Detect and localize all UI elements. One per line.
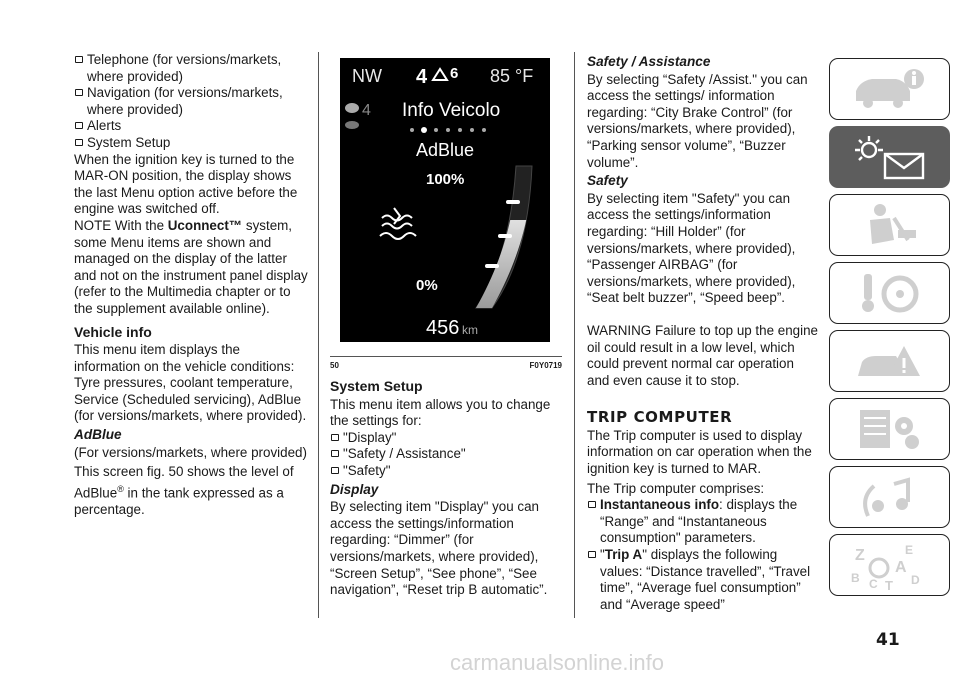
bullet-square-icon <box>331 434 339 441</box>
list-item: System Setup <box>74 135 308 152</box>
bullet-square-icon <box>588 501 596 508</box>
alphabetical-index-icon <box>845 538 935 592</box>
heading-safety-assistance: Safety / Assistance <box>587 54 711 69</box>
list-item: "Safety / Assistance" <box>330 446 562 463</box>
paragraph-safety: By selecting item "Safety" you can access the settings/information regarding: “Hill Holder” (for versions/markets, where provided), “Passenger AIRBAG” (for versions/markets, where provided), “Seat belt buzzer”, “Speed beep”. <box>587 190 796 306</box>
bullet-square-icon <box>75 122 83 129</box>
list-item: Navigation (for versions/markets, where provided) <box>74 85 308 118</box>
figure-rule <box>330 356 562 357</box>
temperature-text: 85 °F <box>490 66 534 86</box>
key-steering-wheel-icon <box>850 268 930 318</box>
paragraph-trip-2: The Trip computer comprises: <box>587 480 765 496</box>
gauge-fill <box>476 220 526 308</box>
paragraph-vehicle-info: This menu item displays the information on the vehicle conditions: Tyre pressures, coolant temperature, Service (Scheduled servicing), AdBlue (for versions/markets, where provided). <box>74 342 307 424</box>
paragraph-system-setup: This menu item allows you to change the settings for: <box>330 396 551 429</box>
maintenance-list-icon <box>850 404 930 454</box>
menu-up-icon <box>345 103 359 113</box>
multimedia-icon <box>850 472 930 522</box>
car-info-icon <box>850 67 930 111</box>
paragraph-warning: WARNING Failure to top up the engine oil could result in a low level, which could prevent normal car operation and even cause it to stop. <box>587 322 818 388</box>
list-item: Instantaneous info: displays the “Range” and “Instantaneous consumption" parameters. <box>587 497 819 547</box>
instrument-display <box>340 58 550 342</box>
list-item: "Display" <box>330 430 562 447</box>
column-left <box>74 52 308 519</box>
next-gear-text: 6 <box>450 65 459 82</box>
paragraph-trip-1: The Trip computer is used to display information on car operation when the ignition key is turned to MAR. <box>587 427 812 477</box>
paragraph-adblue-availability: (For versions/markets, where provided) <box>74 444 307 460</box>
upshift-arrow-icon <box>433 69 447 80</box>
compass-text: NW <box>352 66 382 86</box>
gear-text: 4 <box>416 66 428 88</box>
column-right <box>587 54 819 613</box>
warning-light-message-icon <box>845 132 935 182</box>
page-number: 41 <box>876 630 900 650</box>
column-divider <box>574 52 575 618</box>
heading-system-setup: System Setup <box>330 378 423 394</box>
list-item: Telephone (for versions/markets, where provided) <box>74 52 308 85</box>
range-unit: km <box>462 323 478 337</box>
heading-vehicle-info: Vehicle info <box>74 323 152 340</box>
menu-down-icon <box>345 121 359 129</box>
bullet-square-icon <box>75 56 83 63</box>
heading-safety: Safety <box>587 173 628 189</box>
tab-car-info[interactable] <box>829 58 950 120</box>
heading-trip-computer: TRIP COMPUTER <box>587 408 733 427</box>
tab-maintenance[interactable] <box>829 398 950 460</box>
list-item: "Safety" <box>330 463 562 480</box>
tab-starting-driving[interactable] <box>829 262 950 324</box>
paragraph-display: By selecting item "Display" you can access the settings/information regarding: “Dimmer” (for versions/markets, where provided), “Screen Setup”, “See phone”, “See navigation”, “Reset trip B automatic”. <box>330 499 548 598</box>
svg-text:C: C <box>868 577 878 591</box>
tab-emergency[interactable] <box>829 330 950 392</box>
column-middle <box>330 58 562 599</box>
figure-adblue-display <box>330 58 562 370</box>
bullet-square-icon <box>75 89 83 96</box>
gauge-min-label: 0% <box>416 277 438 294</box>
svg-text:A: A <box>894 559 907 576</box>
paragraph-adblue-level: This screen fig. 50 shows the level of AdBlue® in the tank expressed as a percentage. <box>74 464 294 517</box>
bullet-square-icon <box>331 450 339 457</box>
gauge-max-label: 100% <box>426 171 465 188</box>
adblue-label: AdBlue <box>416 140 475 160</box>
heading-adblue: AdBlue <box>74 427 122 443</box>
tab-multimedia[interactable] <box>829 466 950 528</box>
svg-text:Z: Z <box>854 547 865 564</box>
tab-safety[interactable] <box>829 194 950 256</box>
svg-text:E: E <box>904 543 913 557</box>
svg-text:T: T <box>884 578 893 592</box>
bullet-square-icon <box>75 139 83 146</box>
uconnect-brand: Uconnect™ <box>167 217 243 233</box>
adblue-icon <box>380 208 416 239</box>
prev-item-text: 4 <box>362 102 371 119</box>
page-dots <box>410 127 486 133</box>
tab-index[interactable] <box>829 534 950 596</box>
column-divider <box>318 52 319 618</box>
tab-warning-lights[interactable] <box>829 126 950 188</box>
emergency-car-icon <box>850 336 930 386</box>
menu-title-text: Info Veicolo <box>402 100 501 121</box>
figure-code: F0Y0719 <box>529 361 562 370</box>
bullet-square-icon <box>588 551 596 558</box>
paragraph-safety-assistance: By selecting “Safety /Assist." you can access the settings/ information regarding: “City Brake Control” (for versions/markets, where provided), “Parking sensor volume”, “Buzzer volume”. <box>587 71 808 170</box>
heading-display: Display <box>330 481 379 497</box>
figure-number: 50 <box>330 361 339 370</box>
bullet-square-icon <box>331 467 339 474</box>
svg-text:B: B <box>850 571 860 585</box>
list-item: "Trip A" displays the following values: “Distance travelled”, “Travel time”, “Average fuel consumption” and “Average speed” <box>587 547 819 613</box>
safety-person-icon <box>850 200 930 250</box>
list-item: Alerts <box>74 118 308 135</box>
display-svg <box>340 58 550 342</box>
svg-text:D: D <box>910 573 920 587</box>
range-value: 456 <box>426 317 460 339</box>
paragraph-ignition: When the ignition key is turned to the MAR-ON position, the display shows the last Menu option active before the engine was switched off. <box>74 151 298 217</box>
watermark-text: carmanualsonline.info <box>450 650 665 675</box>
note-paragraph: NOTE With the Uconnect™ system, some Menu items are shown and managed on the display of the latter and not on the instrument panel display (refer to the Multimedia chapter or to the supplement available online). <box>74 217 308 316</box>
